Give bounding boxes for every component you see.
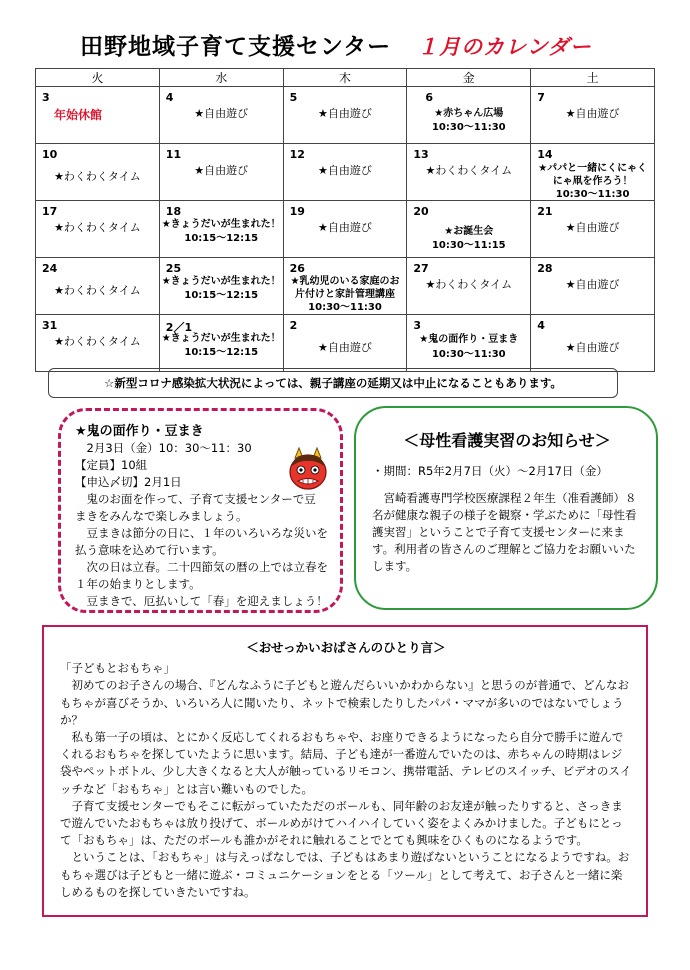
calendar-day <box>36 258 160 315</box>
day-event: ★わくわくタイム <box>425 164 513 177</box>
calendar-day <box>283 87 407 144</box>
day-event: ★自由遊び <box>565 221 620 234</box>
column-subtitle: 「子どもとおもちゃ」 <box>60 661 175 676</box>
weekday-thu: 木 <box>283 69 407 87</box>
day-event-time: 10:30～11:30 <box>308 302 382 313</box>
calendar-week-row <box>36 201 655 258</box>
calendar-day <box>159 144 283 201</box>
day-event: ★お誕生会 <box>444 226 494 237</box>
day-number: 10 <box>42 148 58 161</box>
practicum-period: ・期間：R5年2月7日（火）～2月17日（金） <box>372 464 608 478</box>
setsubun-event-box <box>58 408 343 613</box>
setsubun-line: 2月3日（金）10：30～11：30 <box>75 441 252 455</box>
day-event: 年始休館 <box>54 108 103 122</box>
day-number: 19 <box>289 205 305 218</box>
column-paragraph: 子育て支援センターでもそこに転がっていたただのボールも、同年齢のお友達が触ったりすると、さっきまで遊んでいたおもちゃは放り投げて、ボールめがけてハイハイしていく姿をよくみかけました。子どもにとって「おもちゃ」は、ただのボールも誰かがそれに触れることでとても興味をひくものになるようです。 <box>60 798 623 848</box>
day-event: ★わくわくタイム <box>54 335 141 348</box>
oni-face-icon <box>286 446 330 492</box>
calendar-day <box>531 201 655 258</box>
practicum-heading: ＜母性看護実習のお知らせ＞ <box>403 431 611 450</box>
day-event-time: 10:30～11:30 <box>431 122 506 133</box>
calendar-day <box>36 144 160 201</box>
day-number: 5 <box>289 91 298 104</box>
day-event: ★わくわくタイム <box>54 170 141 183</box>
day-number: 28 <box>537 262 553 275</box>
day-event: ★きょうだいが生まれた！ <box>161 276 281 287</box>
day-number: 24 <box>42 262 58 275</box>
column-heading: ＜おせっかいおばさんのひとり言＞ <box>246 640 446 655</box>
day-number: 21 <box>537 205 553 218</box>
day-event: ★鬼の面作り・豆まき <box>419 334 519 345</box>
calendar-day <box>159 315 283 372</box>
weekday-fri: 金 <box>407 69 531 87</box>
setsubun-heading: ★鬼の面作り・豆まき <box>75 424 204 439</box>
column-paragraph: 初めてのお子さんの場合、『どんなふうに子どもと遊んだらいいかわからない』と思うのが普通で、どんなおもちゃが喜びそうか、いろいろ人に聞いたり、ネットで検索したりしたパパ・ママが多いのではないでしょうか？ <box>60 678 630 727</box>
day-number: 6 <box>425 91 434 104</box>
calendar-day <box>283 144 407 201</box>
calendar-day <box>283 201 407 258</box>
day-event: ★赤ちゃん広場 <box>434 108 504 119</box>
day-number: 12 <box>289 148 305 161</box>
day-number: 3 <box>413 319 422 332</box>
weekday-sat: 土 <box>531 69 655 87</box>
practicum-notice-box <box>354 406 658 610</box>
calendar-day <box>159 87 283 144</box>
day-number: 13 <box>413 148 429 161</box>
day-event: ★自由遊び <box>194 107 249 120</box>
day-event: ★自由遊び <box>318 164 372 177</box>
setsubun-line: 【定員】10組 <box>75 458 148 472</box>
day-number: 27 <box>413 262 429 275</box>
day-number: 2／1 <box>165 321 193 334</box>
day-number: 20 <box>413 205 429 218</box>
day-event: ★パパと一緒にくにゃくにゃ凧を作ろう！ <box>538 163 647 187</box>
day-number: 18 <box>165 205 182 218</box>
setsubun-line: 鬼のお面を作って、子育て支援センターで豆まきをみんなで楽しみましょう。 <box>75 492 316 523</box>
setsubun-line: 次の日は立春。二十四節気の暦の上では立春を１年の始まりとします。 <box>75 560 328 591</box>
day-number: 17 <box>42 205 58 218</box>
calendar-day <box>531 144 655 201</box>
day-event-time: 10:30～11:30 <box>555 189 630 200</box>
calendar-day <box>407 258 531 315</box>
day-event: ★きょうだいが生まれた！ <box>161 219 281 230</box>
day-event: ★自由遊び <box>565 278 620 291</box>
calendar-day <box>36 87 160 144</box>
day-event: ★自由遊び <box>565 107 620 120</box>
calendar-day <box>159 201 283 258</box>
day-event-time: 10:30～11:15 <box>431 240 506 251</box>
weekday-tue: 火 <box>36 69 160 87</box>
column-box <box>42 625 648 917</box>
day-event: ★わくわくタイム <box>54 221 141 234</box>
column-paragraph: ということは、「おもちゃ」は与えっぱなしでは、子どもはあまり遊ばないということになるようですね。おもちゃ選びは子どもと一緒に遊ぶ・コミュニケーションをとる「ツール」として考えて、お子さんと一緒に楽しめるものを探していきたいですね。 <box>60 850 630 899</box>
calendar-day <box>36 201 160 258</box>
day-event: ★自由遊び <box>318 221 372 234</box>
calendar-week-row <box>36 144 655 201</box>
setsubun-line: 豆まきで、厄払いして「春」を迎えましょう！ <box>75 594 328 608</box>
day-number: 4 <box>537 319 545 332</box>
center-name: 田野地域子育て支援センター <box>80 34 392 60</box>
day-event: ★乳幼児のいる家庭のお片付けと家計管理講座 <box>290 276 400 300</box>
calendar-table <box>35 68 655 372</box>
calendar-day <box>531 87 655 144</box>
day-event: ★わくわくタイム <box>425 278 513 291</box>
weekday-header-row <box>36 69 655 87</box>
calendar-week-row <box>36 87 655 144</box>
calendar-week-row <box>36 315 655 372</box>
day-number: 7 <box>537 91 545 104</box>
day-event: ★自由遊び <box>194 164 249 177</box>
day-event: ★わくわくタイム <box>54 284 141 297</box>
day-number: 25 <box>165 262 182 275</box>
calendar-week-row <box>36 258 655 315</box>
day-number: 14 <box>537 148 553 161</box>
column-paragraph: 私も第一子の頃は、とにかく反応してくれるおもちゃや、お座りできるようになったら自分で勝手に遊んでくれるおもちゃを探していたように思います。結局、子ども達が一番遊んでいたのは、赤ちゃんの時期はレジ袋やペットボトル、少し大きくなると大人が触っているリモコン、携帯電話、テレビのスイッチ、ビデオのスイッチなど「おもちゃ」とは言い難いものでした。 <box>60 730 632 796</box>
setsubun-line: 【申込〆切】2月1日 <box>75 475 182 489</box>
page-title <box>80 28 592 61</box>
day-number: 31 <box>42 319 58 332</box>
setsubun-line: 豆まきは節分の日に、１年のいろいろな災いを払う意味を込めて行います。 <box>75 526 328 557</box>
day-event-time: 10:15～12:15 <box>184 347 259 358</box>
day-number: 3 <box>42 91 50 104</box>
day-number: 4 <box>165 91 174 104</box>
day-event-time: 10:15～12:15 <box>184 290 259 301</box>
calendar-day <box>407 315 531 372</box>
day-number: 2 <box>289 319 298 332</box>
day-event: ★きょうだいが生まれた！ <box>161 333 281 344</box>
month-title: １月のカレンダー <box>417 35 592 59</box>
calendar-day <box>407 201 531 258</box>
day-event: ★自由遊び <box>565 341 620 354</box>
calendar-day <box>407 87 531 144</box>
calendar-day <box>36 315 160 372</box>
calendar-day <box>531 315 655 372</box>
calendar-day <box>159 258 283 315</box>
calendar-day <box>531 258 655 315</box>
day-number: 26 <box>289 262 305 275</box>
corona-notice: ☆新型コロナ感染拡大状況によっては、親子講座の延期又は中止になることもあります。 <box>48 368 618 398</box>
day-number: 11 <box>165 148 182 161</box>
day-event: ★自由遊び <box>318 107 372 120</box>
calendar-day <box>283 315 407 372</box>
day-event: ★自由遊び <box>318 341 372 354</box>
practicum-body: 宮崎看護専門学校医療課程２年生（准看護師）８名が健康な親子の様子を観察・学ぶために「母性看護実習」ということで子育て支援センターに来ます。利用者の皆さんのご理解とご協力をお願いいたします。 <box>372 491 637 573</box>
day-event-time: 10:30～11:30 <box>431 349 506 360</box>
day-event-time: 10:15～12:15 <box>184 233 259 244</box>
calendar-day <box>283 258 407 315</box>
weekday-wed: 水 <box>159 69 283 87</box>
calendar-day <box>407 144 531 201</box>
